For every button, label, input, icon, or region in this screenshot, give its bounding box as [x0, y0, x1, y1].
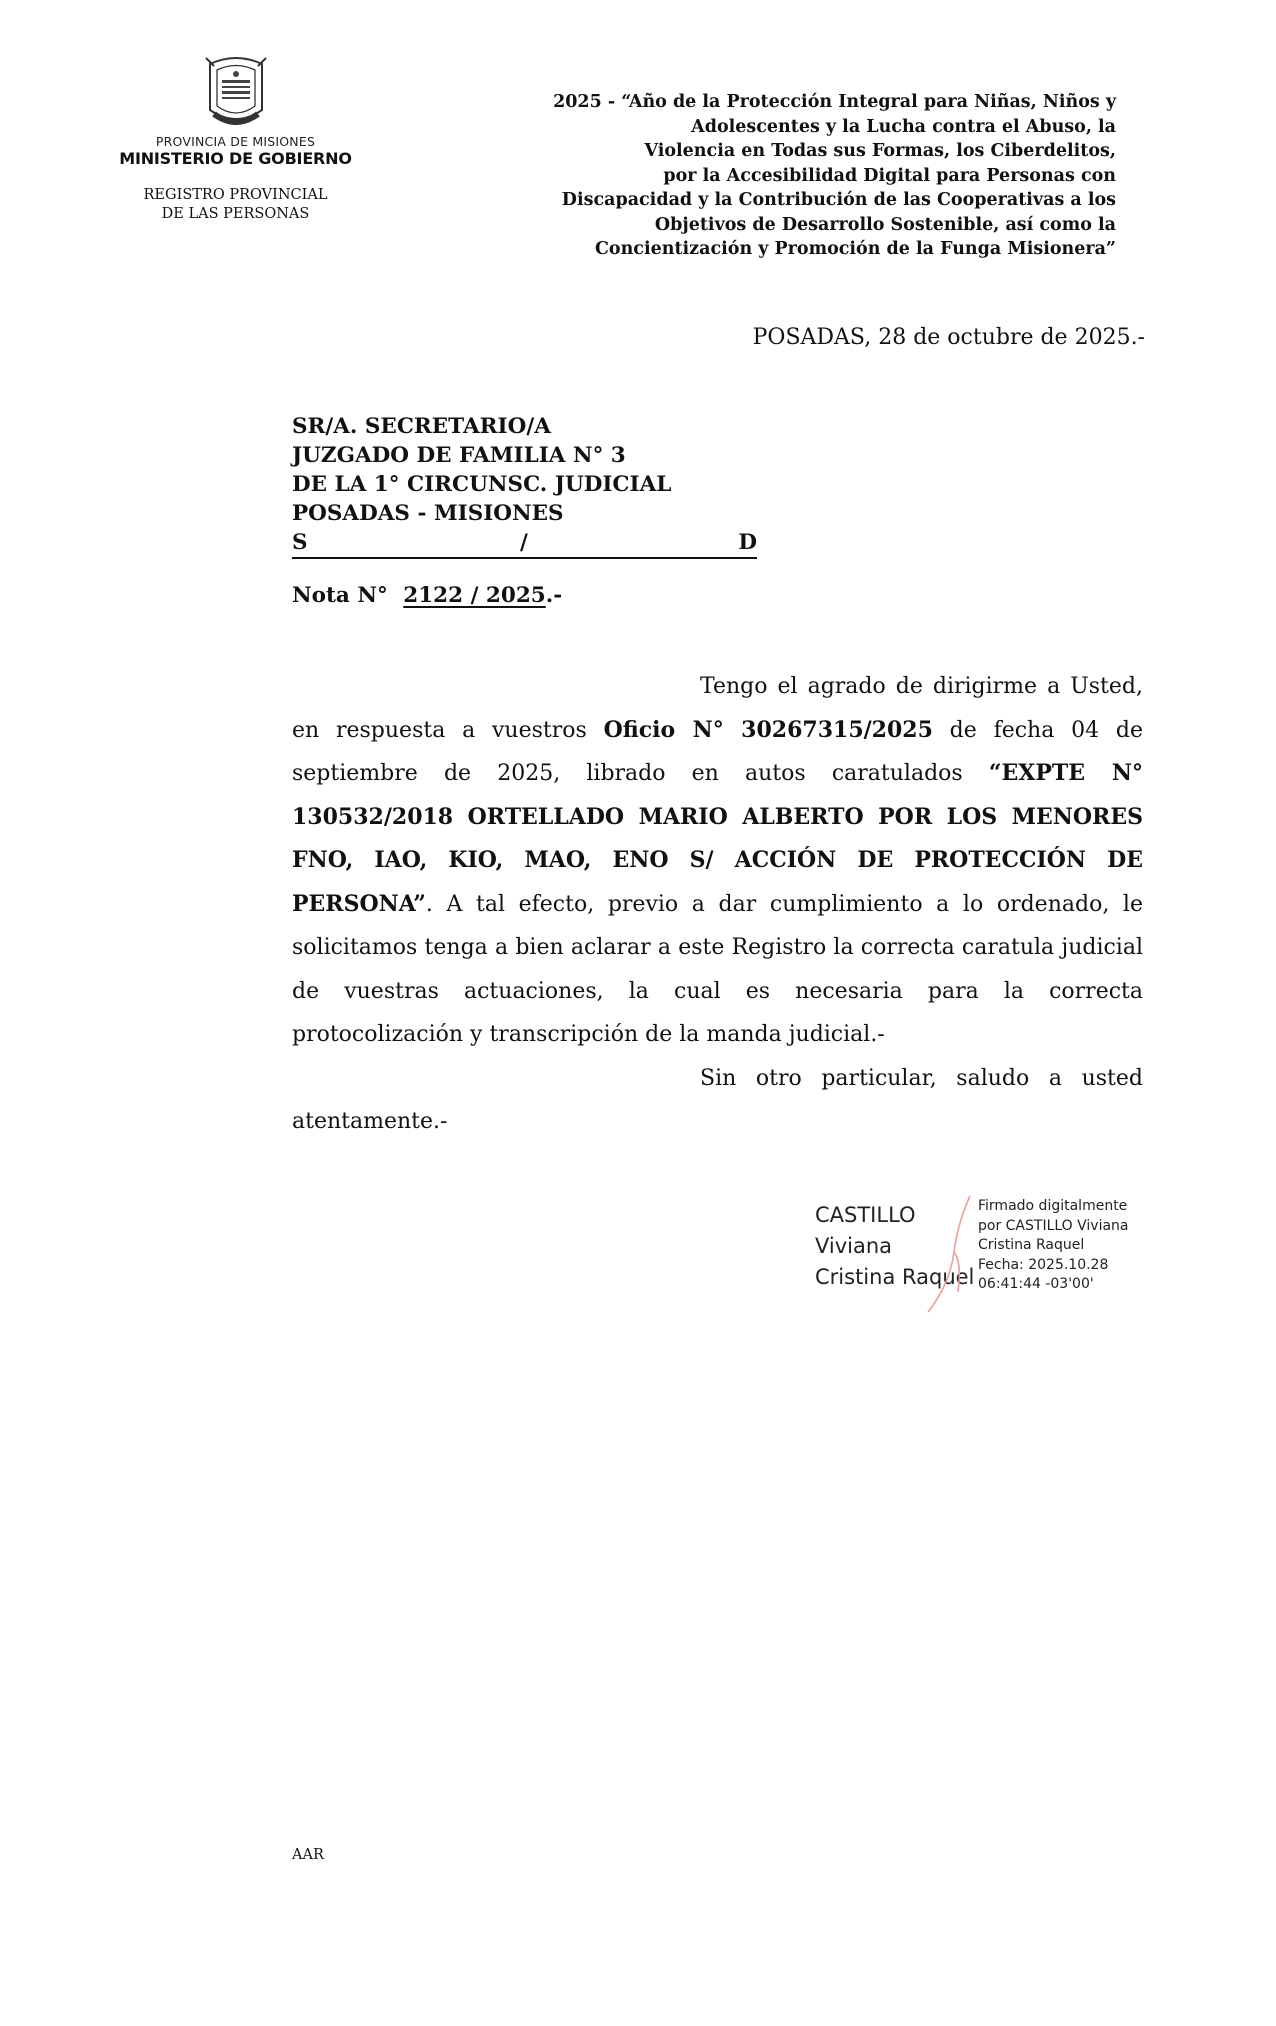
motto-line: Concientización y Promoción de la Funga Misionera”: [594, 239, 1116, 259]
letter-body: [292, 665, 1143, 1144]
header-logo-block: [118, 50, 353, 224]
registry-name-line1: REGISTRO PROVINCIAL: [143, 187, 328, 203]
body-paragraph-1: [292, 665, 1143, 1057]
oficio-reference: Oficio N° 30267315/2025: [603, 716, 933, 743]
body-text-segment: . A tal efecto, previo a dar cumplimiento a lo ordenado, le solicitamos tenga a bien aclarar a este Registro la correcta caratula judicial de vuestras actuaciones, la cual es necesaria para la correcta protocolización y transcripción de la manda judicial.-: [292, 891, 1143, 1047]
body-text-segment: Tengo el agrado de dirigirme a Usted, en respuesta a vuestros: [292, 674, 1143, 743]
case-caption: “EXPTE N° 130532/2018 ORTELLADO MARIO ALBERTO POR LOS MENORES FNO, IAO, KIO, MAO, ENO S/ ACCIÓN DE PROTECCIÓN DE PERSONA”: [292, 760, 1143, 917]
body-text-segment: de fecha 04 de septiembre de 2025, librado en autos caratulados: [292, 717, 1143, 786]
motto-line: Violencia en Todas sus Formas, los Ciberdelitos,: [644, 141, 1116, 161]
sd-slash: /: [520, 530, 528, 555]
recipient-line: SR/A. SECRETARIO/A: [292, 414, 551, 439]
body-paragraph-2: Sin otro particular, saludo a usted atentamente.-: [292, 1065, 1143, 1134]
signature-meta-line: Cristina Raquel: [978, 1237, 1085, 1253]
motto-line: Adolescentes y la Lucha contra el Abuso, la: [691, 116, 1116, 137]
signer-name-line: Viviana: [815, 1234, 893, 1258]
provincial-seal-icon: [200, 50, 272, 132]
signature-meta-line: Fecha: 2025.10.28: [978, 1256, 1109, 1273]
registry-name-line2: DE LAS PERSONAS: [161, 206, 310, 222]
digital-signature-mark-icon: [918, 1192, 978, 1317]
recipient-line: DE LA 1° CIRCUNSC. JUDICIAL: [292, 472, 672, 497]
signer-name-line: CASTILLO: [815, 1203, 916, 1227]
recipient-block: [292, 412, 757, 559]
sd-s: S: [292, 530, 308, 555]
recipient-line: JUZGADO DE FAMILIA N° 3: [292, 443, 626, 468]
motto-line: por la Accesibilidad Digital para Personas con: [663, 165, 1116, 186]
note-suffix: .-: [545, 583, 563, 608]
recipient-line: POSADAS - MISIONES: [292, 501, 564, 526]
signer-name-line: Cristina Raquel: [815, 1265, 975, 1289]
note-number: 2122 / 2025: [403, 583, 546, 608]
digital-signature-details: [978, 1197, 1129, 1295]
motto-line: Discapacidad y la Contribución de las Cooperativas a los: [561, 190, 1116, 210]
year-motto: [476, 90, 1116, 262]
sd-line: [292, 528, 757, 559]
note-number-line: [292, 583, 562, 608]
province-name: PROVINCIA DE MISIONES: [155, 134, 316, 149]
motto-line: 2025 - “Año de la Protección Integral para Niñas, Niños y: [553, 92, 1116, 112]
sd-d: D: [738, 530, 757, 555]
signature-meta-line: por CASTILLO Viviana: [978, 1217, 1129, 1234]
motto-line: Objetivos de Desarrollo Sostenible, así como la: [654, 214, 1116, 235]
signature-meta-line: Firmado digitalmente: [978, 1198, 1128, 1214]
note-label: Nota N°: [292, 583, 388, 608]
signature-meta-line: 06:41:44 -03'00': [978, 1276, 1094, 1292]
author-initials: AAR: [292, 1847, 324, 1863]
ministry-name: MINISTERIO DE GOBIERNO: [119, 149, 352, 168]
date-line: POSADAS, 28 de octubre de 2025.-: [752, 325, 1145, 350]
